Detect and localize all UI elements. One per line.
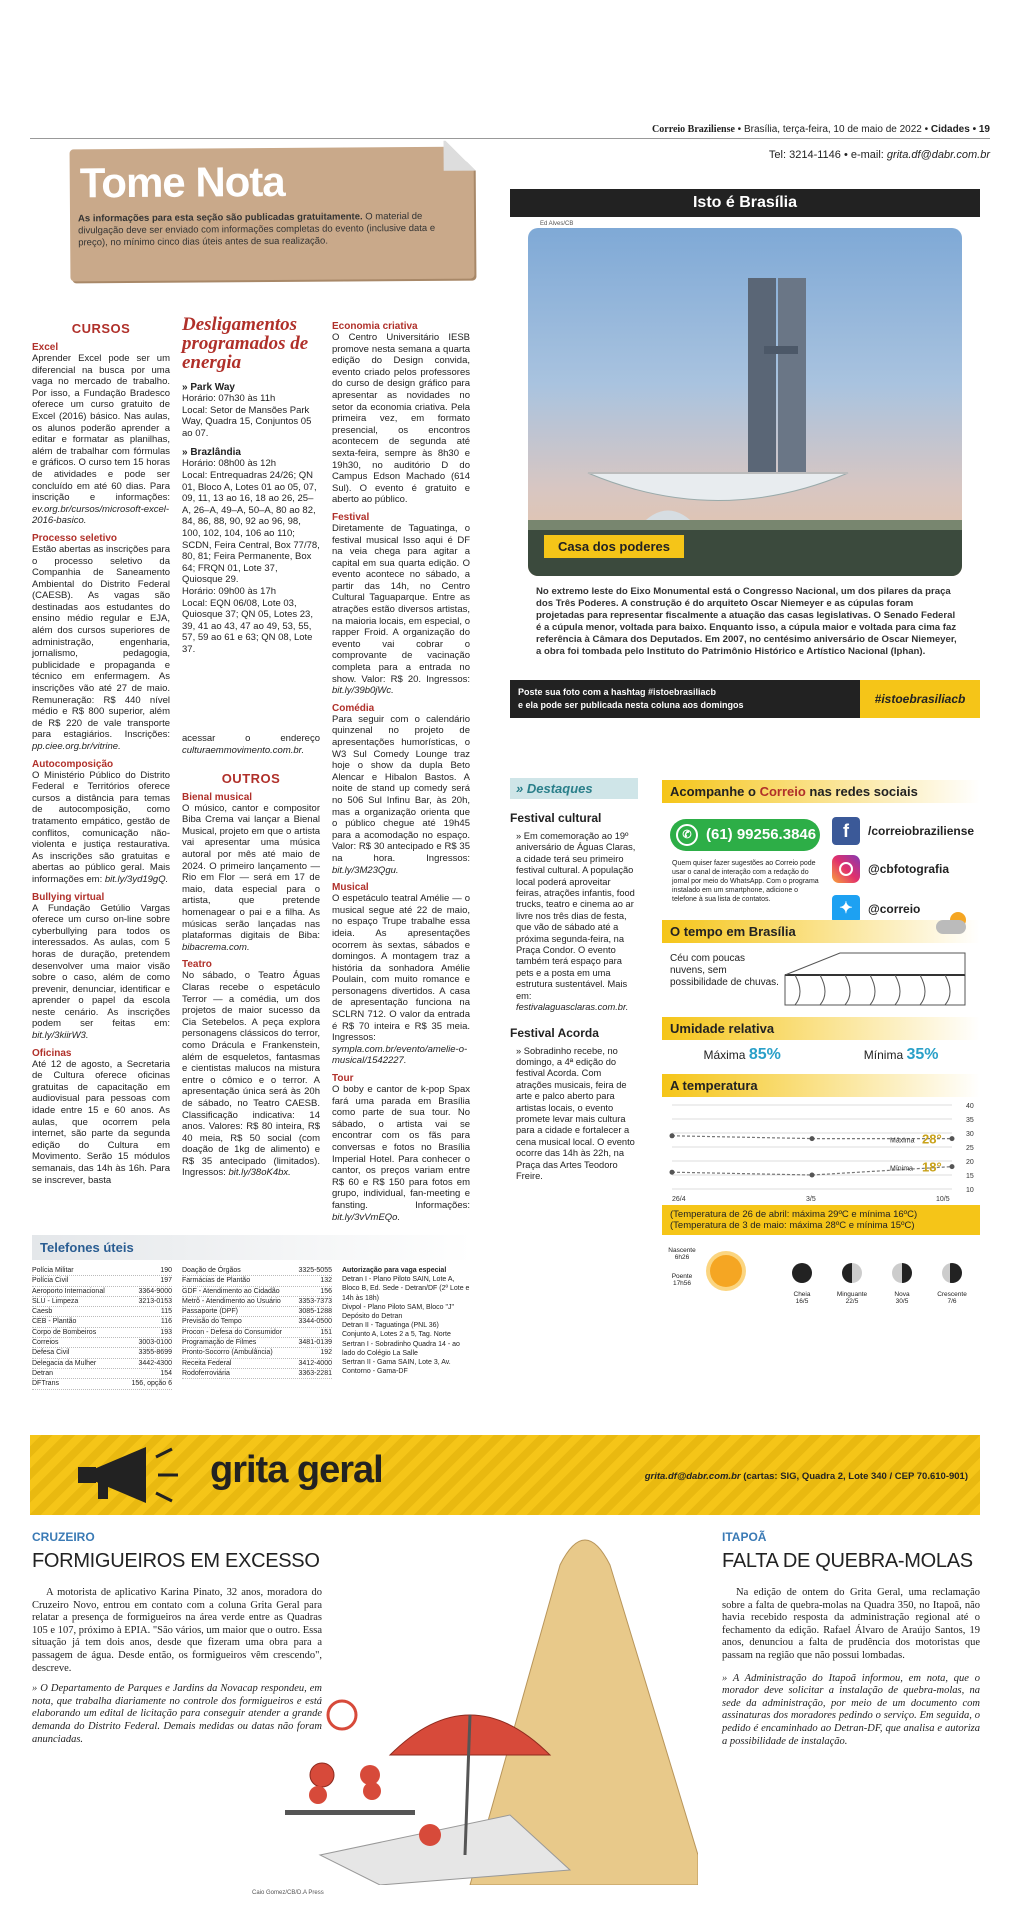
telefone-row [32,1379,172,1389]
series-value: 28° [922,1131,942,1147]
telefone-row [182,1276,332,1286]
telefone-row [182,1287,332,1297]
evento-body: O espetáculo teatral Amélie — o musical segue até 22 de maio, no espaço Trupe trabalhe essa ideia. As apresentações ocorrem às sextas, sábados e domingos. A montagem traz a história da sonhadora Amélie Poulain, com muito romance e personagens divertidos. A casa de apresentação funciona na SCLRN 712. O valor da entrada é R$ 70 inteira e R$ 35 meia. Ingressos: [332,893,470,1044]
curso-link[interactable]: ev.org.br/cursos/microsoft-excel-2016-basico. [32,503,170,527]
photo-caption: No extremo leste do Eixo Monumental está o Congresso Nacional, um dos pilares da praça dos Três Poderes. A construção é do arquiteto Oscar Niemeyer e as cúpulas foram projetadas para representar fiscalmente a atuação das casas legislativas. O Senado Federal é a cúpula menor, voltada para baixo. Enquanto isso, a cúpula maior e voltada para cima faz referência à Câmara dos Deputados. Em 2007, no centésimo aniversário de Oscar Niemeyer, a obra foi tombada pelo Instituto do Patrimônio Histórico e Artístico Nacional (Iphan). [536,586,957,657]
outro-link[interactable]: bit.ly/38oK4bx. [228,1167,291,1179]
destaque-body: » Em comemoração ao 19º aniversário de Águas Claras, a cidade terá seu primeiro festival cultural. A população local poderá aproveitar feiras, atrações infantis, food trucks, teatro e cinema ao ar livre nos três dias de festa, que vão de sábado até a próxima segunda-feira, na Praça Condor. O evento também terá espaço para pets e a posta em uma estrutura sustentável. Mais em: [516,831,636,1001]
telefone-row [32,1297,172,1307]
evento-text [332,714,470,876]
hashtag-badge: #istoebrasiliacb [860,680,980,718]
outro-text [182,803,320,954]
place-date: • Brasília, terça-feira, 10 de maio de 2022 • [734,124,931,135]
curso-text [32,770,170,886]
itapoa-kicker: ITAPOÃ [722,1530,767,1544]
destaque-title: Festival Acorda [510,1025,599,1040]
redes-section [662,780,980,935]
telefone-name: Aeroporto Internacional [32,1287,105,1295]
telefone-number[interactable]: 3353-7373 [298,1297,332,1305]
evento-body: Para seguir com o calendário quinzenal no projeto de apresentações humorísticas, o W3 Sul Comedy Lounge traz hoje o show da dupla Beto Alencar e Hibalon Bastos. A noite de stand up comedy será no 506 Sul Infinu Bar, às 20h, mas a organização orienta que o público chegue até 19h45 para a acomodação no espaço. Valor: R$ 30 antecipado e R$ 35 na hora. Ingressos: [332,713,470,864]
telefone-name: GDF - Atendimento ao Cidadão [182,1287,280,1295]
evento-title: Musical [332,882,369,894]
cursos-heading: CURSOS [71,321,131,336]
desligamento-text: Horário: 07h30 às 11h Local: Setor de Mansões Park Way, Quadra 15, Conjuntos 05 ao 07. [182,393,312,439]
moon-phase [932,1245,972,1305]
grita-geral-banner [30,1435,980,1515]
tome-nota-box [70,147,475,282]
telefone-row [32,1276,172,1286]
outro-title: Teatro [182,959,212,971]
tempo-section [662,920,980,1321]
cultura-continuation: acessar o endereço culturaemmovimento.com.br. [182,733,320,757]
telefone-number[interactable]: 192 [320,1349,332,1357]
moon-name: Minguante [836,1291,868,1298]
telefone-number[interactable]: 115 [160,1308,172,1316]
sun-icon [710,1255,742,1287]
telefone-number[interactable]: 190 [160,1267,172,1274]
moon-phases [782,1245,972,1305]
moon-name: Crescente [937,1291,967,1298]
curso-text [32,544,170,753]
telefone-number[interactable]: 3003-0100 [138,1339,172,1347]
evento-title: Comédia [332,702,375,714]
curso-link[interactable]: pp.ciee.org.br/vitrine. [32,741,121,752]
y-tick-label: 30 [966,1131,974,1138]
evento-link[interactable]: bit.ly/3M23Qgu. [332,864,399,876]
destaque-body: » Sobradinho recebe, no domingo, a 4ª edição do festival Acorda. Com atrações musicais, feira de arte e palco aberto para artistas locais, o evento promete levar mais cultura para a cidade e fortalecer a cena musical local. O evento ocorre das 14h às 22h, na Praça das Artes Teodoro Freire. [516,1045,635,1181]
twitter-link[interactable]: ✦ @correio [832,895,920,923]
evento-link[interactable]: bit.ly/3vVmEQo. [332,1211,401,1223]
telefone-name: Farmácias de Plantão [182,1277,251,1285]
moon-date: 22/5 [845,1298,859,1305]
whatsapp-icon: ✆ [676,824,698,846]
page-header [610,124,990,135]
curso-body: O Ministério Público do Distrito Federal e Territórios oferece cursos a distância para temas de autocomposição, como tratamento empático, gestão de conflitos, comunicação não-violenta e justiça restaurativa. As inscrições são gratuitas e abertas ao público geral. Mais informações em: [32,769,170,885]
y-tick-label: 35 [966,1117,974,1124]
outro-body: No sábado, o Teatro Águas Claras recebe o espetáculo Terror — a comédia, um dos projetos de maior sucesso da Cia Setebelos. A peça explora personagens clássicos do terror, como Drácula e Frankenstein, além de esqueletos, fantasmas e cientistas malucos na mistura entre o cômico e o terror. A apresentação única será às 20h de sábado, no Teatro CAESB. Classificação indicativa: 14 anos. Valores: R$ 80 inteira, R$ 40 meia, R$ 50 social (com doação de 1kg de alimento) e R$ 35 antecipado (limitados). Ingressos: [182,970,320,1179]
telefone-row [32,1369,172,1379]
telefone-row [182,1307,332,1317]
y-tick-label: 20 [966,1159,974,1166]
outro-text [182,970,320,1179]
telefone-number[interactable]: 156 [320,1287,332,1295]
cruzeiro-kicker: CRUZEIRO [32,1530,95,1544]
telefone-number[interactable]: 197 [160,1277,172,1285]
evento-title: Festival [332,511,370,523]
facebook-link[interactable]: f /correiobraziliense [832,817,974,845]
moon-date: 16/5 [795,1298,809,1305]
cursos-column [32,315,170,1186]
destaques-title: » Destaques [510,778,638,799]
telefone-row [32,1307,172,1317]
data-point [810,1136,815,1141]
telefones-col1 [32,1266,172,1390]
telefone-name: Metrô - Atendimento ao Usuário [182,1297,281,1305]
telefone-name: Procon - Defesa do Consumidor [182,1328,282,1336]
telefone-row [32,1317,172,1327]
outros-list [182,792,320,1179]
column-2 [182,315,320,1179]
desligamento-area: » Brazlândia [182,447,241,459]
telefone-row [32,1359,172,1369]
moon-date: 30/5 [895,1298,909,1305]
telefone-name: Defesa Civil [32,1349,70,1357]
evento-text [332,523,470,697]
cursos-list [32,342,170,1186]
telefone-name: SLU - Limpeza [32,1297,79,1305]
curso-text [32,353,170,527]
y-tick-label: 25 [966,1145,974,1152]
anthill-cartoon [252,1525,698,1905]
telefone-number[interactable]: 156, opção 6 [131,1380,172,1388]
telefone-name: Correios [32,1339,59,1347]
header-contact: Tel: 3214-1146 • e-mail: grita.df@dabr.com.br [768,149,990,161]
itapoa-body: Na edição de ontem do Grita Geral, uma reclamação sobre a falta de quebra-molas na Quadra 350, no Itapoã, não havia recebido resposta da administração regional até o fechamento da edição. Rafael Álvaro de Araújo Santos, 19 anos, denunciou a falta de prudência dos motoristas que passam na região que não possui lombadas. [722,1587,980,1661]
page-number: • 19 [969,124,990,135]
outro-title: Bienal musical [182,791,253,803]
telefone-name: Corpo de Bombeiros [32,1328,97,1336]
moon-name: Nova [894,1291,910,1298]
desligamento-text: Horário: 08h00 às 12h Local: Entrequadras 24/26; QN 01, Bloco A, Lotes 01 ao 05, 07, 09, 11, 13 ao 16, 18 ao 26, 25–A, 26–A, 49–A, 50–A, 80 ao 82, 84, 86, 88, 90, 92 ao 96, 98, 100, 102, 104, 106 ao 110; SCDN, Feira Central, Box 77/78, 80, 81; Feira Permanente, Box 64; FRQN 01, Lote 37, Quiosque 29. Horário: 09h00 às 17h Local: EQN 06/08, Lote 03, Quiosque 37; QN 05, Lotes 23, 39, 41 ao 43, 47 ao 49, 53, 55, 57, 59 ao 61 e 63; QN 08, Lote 37. [182,458,320,655]
itapoa-article [722,1530,980,1748]
curso-text [32,903,170,1042]
instagram-icon [832,855,860,883]
alvorada-illustration [780,945,970,1011]
moon-cheia-icon [792,1263,812,1283]
sun-moon-row: Nascente 6h26 Poente 17h56 Cheia 16/5 Minguante 22/5 Nova 30/5 Crescente 7/6 [662,1243,980,1321]
destaques-list [510,811,638,1182]
telefone-number[interactable]: 3363-2281 [298,1369,332,1377]
telefone-number[interactable]: 154 [160,1369,172,1377]
y-tick-label: 40 [966,1103,974,1110]
telefone-row [32,1338,172,1348]
curso-title: Excel [32,342,59,353]
destaque-title: Festival cultural [510,811,602,825]
destaques-column [510,778,638,1182]
telefone-number[interactable]: 3085-1288 [298,1308,332,1316]
telefone-row [32,1287,172,1297]
series-label: Máxima [890,1137,915,1145]
whatsapp-note: Quem quiser fazer sugestões ao Correio pode usar o canal de interação com a redação do jornal por meio do WhatsApp. Com o programa instalado em um smartphone, adicione o telefone à sua lista de contatos. [672,860,819,903]
moon-nova-icon [892,1263,912,1283]
evento-link[interactable]: bit.ly/39b0jWc. [332,685,394,697]
photo-credit: Ed Alves/CB [540,221,574,227]
x-tick-label: 10/5 [936,1196,950,1203]
umidade-values: Máxima 85% Mínima 35% [703,1046,939,1063]
temperature-notes: (Temperatura de 26 de abril: máxima 29ºC e mínima 16ºC) (Temperatura de 3 de maio: máxima 28ºC e mínima 15ºC) [662,1205,980,1235]
forecast-text: Céu com poucas nuvens, sem possibilidade de chuvas. [670,953,779,988]
moon-name: Cheia [793,1291,811,1298]
moon-phase [832,1245,872,1305]
tempo-title: O tempo em Brasília [662,920,980,943]
hashtag-bar: Poste sua foto com a hashtag #istoebrasiliacb e ela pode ser publicada nesta coluna aos domingos #istoebrasiliacb [510,680,980,718]
temperatura-title: A temperatura [662,1074,980,1097]
desligamentos-list [182,382,320,655]
curso-link[interactable]: bit.ly/3yd19gQ. [104,873,169,885]
curso-title: Autocomposição [32,758,114,770]
telefone-number[interactable]: 3325-5055 [298,1267,332,1274]
header-rule [30,138,990,139]
curso-body: Até 12 de agosto, a Secretaria de Cultura oferece oficinas gratuitas de capacitação em audiovisual para pessoas com idade entre 15 e 60 anos. As aulas, que ocorrem pela internet, são parte da segunda edição do Cultura em Movimento. Serão 15 módulos semanais, das 14h às 16h. Para se inscrever, basta [32,1058,170,1186]
twitter-icon: ✦ [832,895,860,923]
evento-text [332,893,470,1067]
curso-link[interactable]: bit.ly/3kiirW3. [32,1030,89,1042]
telefone-row [182,1338,332,1348]
telefone-name: Passaporte (DPF) [182,1308,239,1316]
grita-geral-logo: grita geral [210,1449,383,1491]
desligamentos-title: Desligamentos programados de energia [182,314,309,373]
y-tick-label: 10 [966,1187,974,1194]
data-point [950,1164,955,1169]
telefone-number[interactable]: 3442-4300 [138,1359,172,1367]
telefones-box [32,1235,472,1423]
isto-e-brasilia-title: Isto é Brasília [510,189,980,217]
telefone-row [182,1266,332,1276]
umidade-max: 85% [748,1046,781,1063]
telefone-row [32,1348,172,1358]
telefone-name: Detran [32,1369,54,1377]
header-email[interactable]: grita.df@dabr.com.br [886,149,990,161]
evento-text [332,332,470,506]
series-label: Mínima [890,1165,913,1173]
itapoa-headline: FALTA DE QUEBRA-MOLAS [722,1550,973,1572]
telefone-row [182,1297,332,1307]
telefone-row [182,1348,332,1358]
curso-body: A Fundação Getúlio Vargas oferece um curso on-line sobre cyberbullying para todos os interessados. As aulas, com 5 horas de duração, pretendem desenvolver uma maior visão sobre o caso, além de como prevenir, denunciar, identificar e aprender o papel da escola neste cenário. As inscrições podem ser feitas em: [32,902,170,1030]
telefone-row [182,1369,332,1379]
column-3 [332,315,470,1223]
data-point [950,1136,955,1141]
weather-cloud-sun-icon [936,912,970,936]
beach-ants-illustration [260,1525,698,1885]
telefone-number[interactable]: 3344-0500 [298,1318,332,1326]
curso-title: Oficinas [32,1047,72,1059]
telefone-number[interactable]: 132 [320,1277,332,1285]
telefone-name: Receita Federal [182,1359,232,1367]
telefone-name: Rodoferroviária [182,1369,230,1377]
megaphone-icon [64,1443,184,1507]
telefone-row [182,1317,332,1327]
y-tick-label: 15 [966,1173,974,1180]
moon-phase [782,1245,822,1305]
temperature-chart [662,1097,980,1203]
telefone-row [32,1328,172,1338]
telefone-row [182,1328,332,1338]
x-tick-label: 26/4 [672,1196,686,1203]
cartoon-credit: Caio Gomez/CB/D.A Press [252,1890,324,1896]
curso-title: Bullying virtual [32,891,105,903]
telefone-number[interactable]: 3364-9000 [138,1287,172,1295]
moon-date: 7/6 [947,1298,957,1305]
telefone-name: Pronto-Socorro (Ambulância) [182,1349,273,1357]
casa-dos-poderes-label: Casa dos poderes [544,535,684,558]
telefone-number[interactable]: 193 [160,1328,172,1336]
telefone-name: Doação de Órgãos [182,1267,241,1274]
evento-body: O boby e cantor de k-pop Spax fará uma parada em Brasília como parte de sua tour. No sábado, o artista vai se encontrar com os fãs para conversas e fotos no Brasília Imperial Hotel. Para conhecer o cantor, os preços variam entre R$ 60 e R$ 150 para fotos em grupo, individual, fan-meeting e fansting. Informações: [332,1084,470,1211]
evento-title: Tour [332,1073,354,1085]
redes-title: Acompanhe o Correio nas redes sociais [662,780,980,803]
cruzeiro-body: A motorista de aplicativo Karina Pinato, 32 anos, moradora do Cruzeiro Novo, entrou em contato com a coluna Grita Geral para relatar a presença de formigueiros na área verde entre as Quadras 105 e 107, próximo à EPIA. "São vários, um maior que o outro. Essa situação já tem dois anos, desde que fizeram uma obra para a passagem de água. Desde então, os formigueiros vêm crescendo", descreve. [32,1587,322,1674]
evento-text [332,1084,470,1223]
moon-crescente-icon [942,1263,962,1283]
destaque-text [510,1046,638,1183]
evento-link[interactable]: sympla.com.br/evento/amelie-o-musical/1542227. [332,1043,468,1067]
curso-text [32,1059,170,1187]
telefone-row [182,1359,332,1369]
instagram-link[interactable]: @cbfotografia [832,855,949,883]
section-name: Cidades [930,124,970,135]
curso-title: Processo seletivo [32,532,118,544]
newspaper-name: Correio Braziliense [652,124,735,135]
whatsapp-button[interactable]: ✆ (61) 99256.3846 [670,819,820,851]
telefone-number[interactable]: 3412-4000 [298,1359,332,1367]
congress-illustration [528,228,962,576]
moon-minguante-icon [842,1263,862,1283]
isto-e-brasilia-section [510,189,980,718]
telefone-name: CEB - Plantão [32,1318,77,1326]
x-tick-label: 3/5 [806,1196,816,1203]
cruzeiro-headline: FORMIGUEIROS EM EXCESSO [32,1550,320,1572]
grita-contact: grita.df@dabr.com.br (cartas: SIG, Quadra 2, Lote 340 / CEP 70.610-901) [644,1471,968,1482]
umidade-title: Umidade relativa [662,1017,980,1040]
desligamento-area: » Park Way [182,382,235,393]
telefones-title: Telefones úteis [32,1235,472,1260]
telefone-name: Polícia Civil [32,1277,69,1285]
telefone-number[interactable]: 151 [320,1328,332,1336]
moon-phase [882,1245,922,1305]
tome-nota-intro: As informações para esta seção são publicadas gratuitamente. O material de divulgação deve ser enviado com informações completas do evento (inclusive data e preço), no mínimo cinco dias úteis antes de sua realização. [77,210,436,249]
telefone-number[interactable]: 3355-8699 [138,1349,172,1357]
telefone-name: Previsão do Tempo [182,1318,242,1326]
telefone-name: Caesb [32,1308,53,1316]
telefone-name: Delegacia da Mulher [32,1359,97,1367]
curso-body: Aprender Excel pode ser um diferencial na busca por uma vaga no mercado de trabalho. Por isso, a Fundação Bradesco oferece um curso gratuito de Excel (2016) básico. Nas aulas, os alunos poderão aprender a editar e formatar as planilhas, além de trabalhar com fórmulas e gráficos. O curso tem 15 horas de atividades e pode ser concluído em até 60 dias. Para inscrição e informações: [32,353,170,504]
cruzeiro-reply: » O Departamento de Parques e Jardins da Novacap respondeu, em nota, que trabalha diariamente no controle dos formigueiros e está elaborando um edital de licitação para conseguir atender a grande demanda do Distrito Federal. Demais medidas ou datas não foram anunciadas. [32,1683,322,1745]
outros-heading: OUTROS [221,770,281,786]
telefones-col3: Autorização para vaga especial Detran I - Plano Piloto SAIN, Lote A, Bloco B, Ed. Sede - Detran/DF (2º Lote e 14h às 18h) Divpol - Plano Piloto SAM, Bloco "J" Depósito do Detran Detran II - Taguatinga (PNL 36) Conjunto A, Lotes 2 a 5, Tag. Norte Sertran I - Sobradinho Quadra 14 - ao lado do Colégio La Salle Sertran II - Gama SAIN, Lote 3, Av. Contorno - Gama-DF [342,1267,470,1376]
series-value: 18° [922,1159,942,1175]
page-curl-icon [443,141,477,171]
curso-body: Estão abertas as inscrições para o processo seletivo da Companhia de Saneamento Ambiental do Distrito Federal (CAESB). As vagas são destinadas aos estudantes do ensino médio regular e EJA, além dos cursos superiores de administração, engenharia, jornalismo, pedagogia, publicidade e propaganda e técnico em enfermagem. As inscrições vão até 27 de maio. Remuneração: R$ 440 nível médio e R$ 800 superior, além de R$ 220 de vale transporte para estagiários. Inscrições: [32,543,170,741]
data-point [670,1170,675,1175]
tome-nota-title: Tome Nota [79,157,285,207]
telefone-number[interactable]: 3213-0153 [138,1297,172,1305]
telefone-row [32,1266,172,1276]
destaque-link[interactable]: festivalaguasclaras.com.br. [516,1002,629,1013]
outro-body: O músico, cantor e compositor Biba Crema vai lançar a Bienal Musical, projeto em que o artista vai apresentar uma música autoral por mês até maio de 2024. O primeiro lançamento — Rio em Flor — será em 17 de maio, data especial para o artista, que pretende homenagear o pai e a filha. As músicas serão lançadas nas plataformas digitais de Biba: [182,802,320,942]
telefone-name: Polícia Militar [32,1267,74,1274]
data-point [670,1133,675,1138]
umidade-min: 35% [906,1046,939,1063]
evento-title: Economia criativa [332,321,418,332]
telefones-col2 [182,1266,332,1390]
itapoa-reply: » A Administração do Itapoã informou, em nota, que o morador deve solicitar a instalação de quebra-molas, na sede da administração, por meio de um documento com assinaturas dos moradores pedindo o serviço. Em seguida, o pedido é encaminhado ao Detran-DF, que analisa e autoriza a possibilidade de instalação. [722,1672,980,1747]
telefone-number[interactable]: 3481-0139 [298,1339,332,1347]
outro-link[interactable]: bibacrema.com. [182,941,250,953]
telefone-name: DFTrans [32,1380,59,1388]
data-point [810,1173,815,1178]
evento-body: Diretamente de Taguatinga, o festival musical Isso aqui é DF na veia chega para agitar a capital em sua quarta edição. O evento acontece no sábado, a partir das 14h, no Centro Cultural Taguaparque. Entre as atrações estão diversos artistas, na maioria locais, em especial, o rapper Froid. A organização do evento vai cobrar o comprovante de vacinação completa para a entrada no show. Valor: R$ 20. Ingressos: [332,522,470,685]
evento-body: O Centro Universitário IESB promove nesta semana a quarta edição do Design convida, evento criado pelos professores do curso de design gráfico para apresentar as novidades no setor da economia criativa. Pela primeira vez, em formato presencial, os encontros acontecem de segunda até sexta-feira, sempre às 8h30 e 19h30, no auditório D do Campus Edson Machado (614 Sul). O evento é gratuito e aberto ao público. [332,332,470,506]
col3-list [332,321,470,1223]
facebook-icon: f [832,817,860,845]
congress-photo [528,228,962,576]
destaque-text [510,831,638,1014]
telefone-number[interactable]: 116 [160,1318,172,1326]
telefone-name: Programação de Filmes [182,1339,257,1347]
